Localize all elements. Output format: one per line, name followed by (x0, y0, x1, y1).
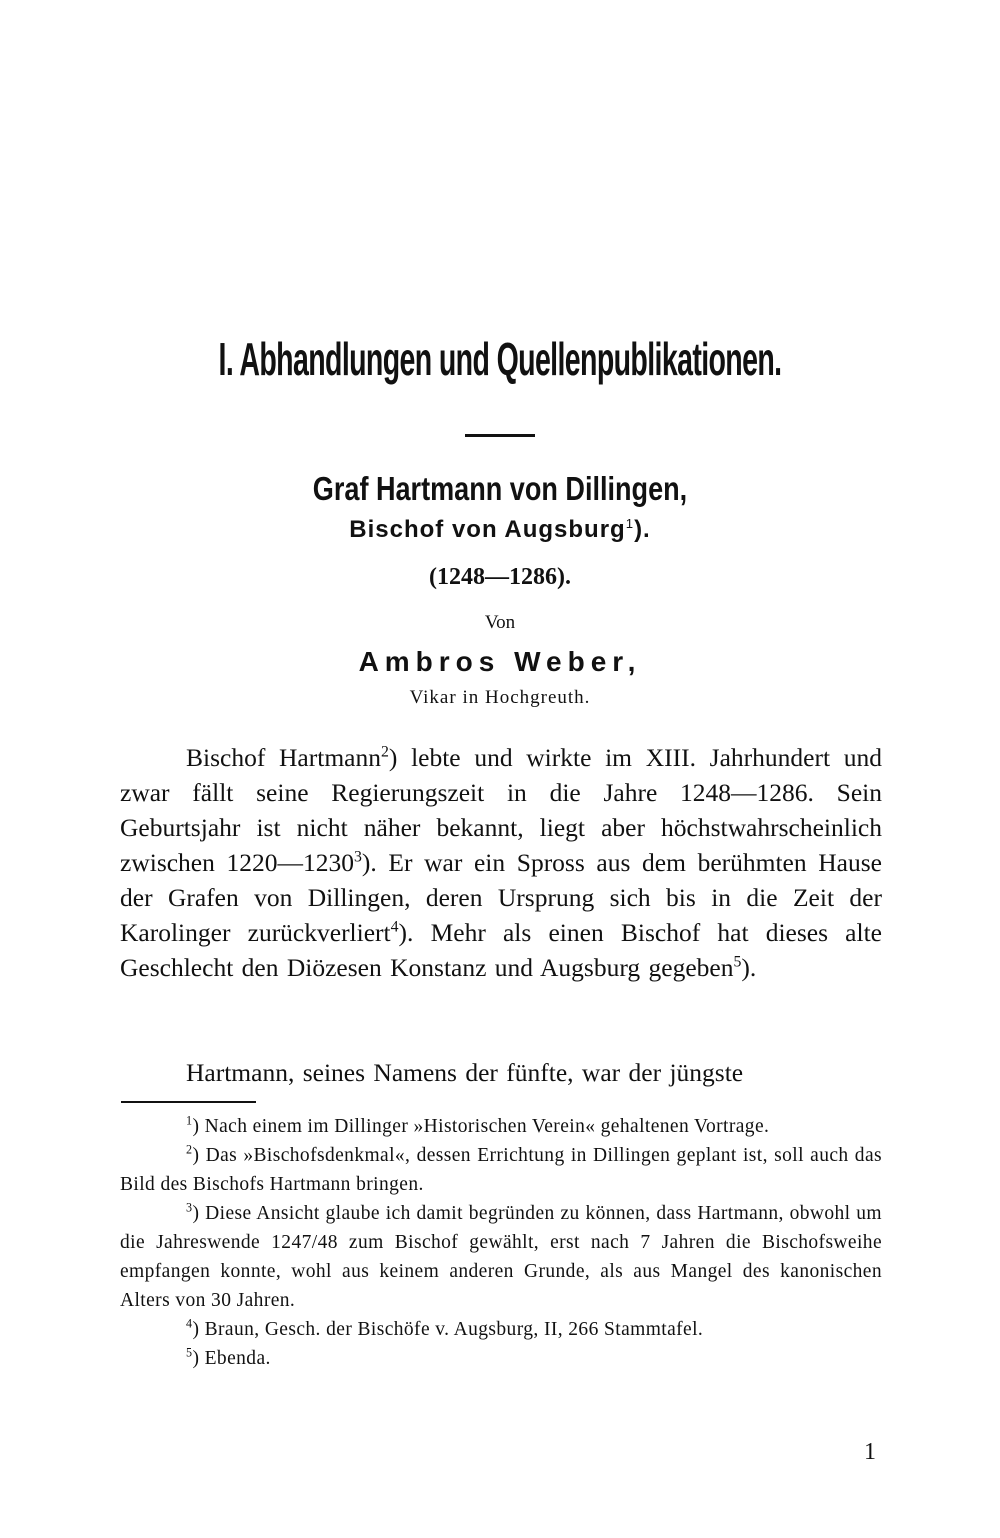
footnote-ref-4[interactable]: 4 (390, 918, 399, 936)
footnote-mark: 1 (186, 1113, 193, 1128)
body-paragraph-2: Hartmann, seines Namens der fünfte, war der jüngste (186, 1058, 744, 1087)
footnote-1 (120, 1112, 882, 1141)
footnote-4 (120, 1315, 882, 1344)
body-text-segment: ). Er war ein Spross aus dem berühmten Hause der Grafen von Dillingen, deren Ursprung sich bis in die Zeit der Karolinger zurückverliert (120, 848, 882, 947)
footnote-3 (120, 1199, 882, 1315)
footnote-text: ) Nach einem im Dillinger »Historischen Verein« gehaltenen Vortrage. (192, 1116, 770, 1137)
page-number: 1 (864, 1439, 876, 1465)
footnote-ref-5[interactable]: 5 (733, 953, 742, 971)
footnote-ref-3[interactable]: 3 (354, 848, 362, 866)
body-paragraph-1 (120, 740, 882, 985)
article-subtitle (0, 517, 1000, 542)
footnote-mark: 2 (186, 1142, 193, 1157)
author-affiliation: Vikar in Hochgreuth. (409, 687, 591, 708)
footnote-mark: 4 (186, 1316, 193, 1331)
byline-von: Von (484, 612, 516, 633)
article-dates: (1248—1286). (429, 564, 571, 590)
footnote-ref-2[interactable]: 2 (380, 743, 389, 761)
body-text-segment: Bischof Hartmann (186, 743, 381, 772)
footnote-divider (121, 1101, 256, 1103)
section-heading: I. Abhandlungen und Quellenpublikationen. (218, 333, 782, 385)
footnote-text: ) Ebenda. (192, 1348, 271, 1369)
footnote-5 (120, 1344, 882, 1373)
body-text-segment: ). Mehr als einen Bischof hat dieses alte Geschlecht den Diözesen Konstanz und Augsburg gegeben (120, 918, 882, 982)
heading-divider (465, 434, 535, 437)
subtitle-end: ). (634, 516, 651, 543)
footnote-ref-1[interactable]: 1 (625, 516, 635, 531)
article-author: Ambros Weber, (358, 646, 642, 677)
footnote-text: ) Das »Bischofsdenkmal«, dessen Errichtung in Dillingen geplant ist, soll auch das Bild des Bischofs Hartmann bringen. (120, 1145, 882, 1195)
article-title: Graf Hartmann von Dillingen, (312, 470, 688, 507)
body-text-segment: ) lebte und wirkte im XIII. Jahrhundert und zwar fällt seine Regierungszeit in die Jahre 1248—1286. Sein Geburtsjahr ist nicht näher bekannt, liegt aber höchstwahrscheinlich zwischen 1220—1230 (120, 743, 882, 877)
footnote-mark: 5 (186, 1345, 193, 1360)
footnote-text: ) Diese Ansicht glaube ich damit begründen zu können, dass Hartmann, obwohl um die Jahreswende 1247/48 zum Bischof gewählt, erst nach 7 Jahren die Bischofsweihe empfangen konnte, wohl aus keinem anderen Grunde, als aus Mangel des kanonischen Alters von 30 Jahren. (120, 1203, 882, 1311)
subtitle-text: Bischof von Augsburg (349, 516, 626, 543)
footnote-mark: 3 (186, 1200, 193, 1215)
body-text-segment: ). (741, 953, 757, 982)
footnote-2 (120, 1141, 882, 1199)
footnote-text: ) Braun, Gesch. der Bischöfe v. Augsburg, II, 266 Stammtafel. (192, 1319, 704, 1340)
footnotes (120, 1112, 882, 1373)
